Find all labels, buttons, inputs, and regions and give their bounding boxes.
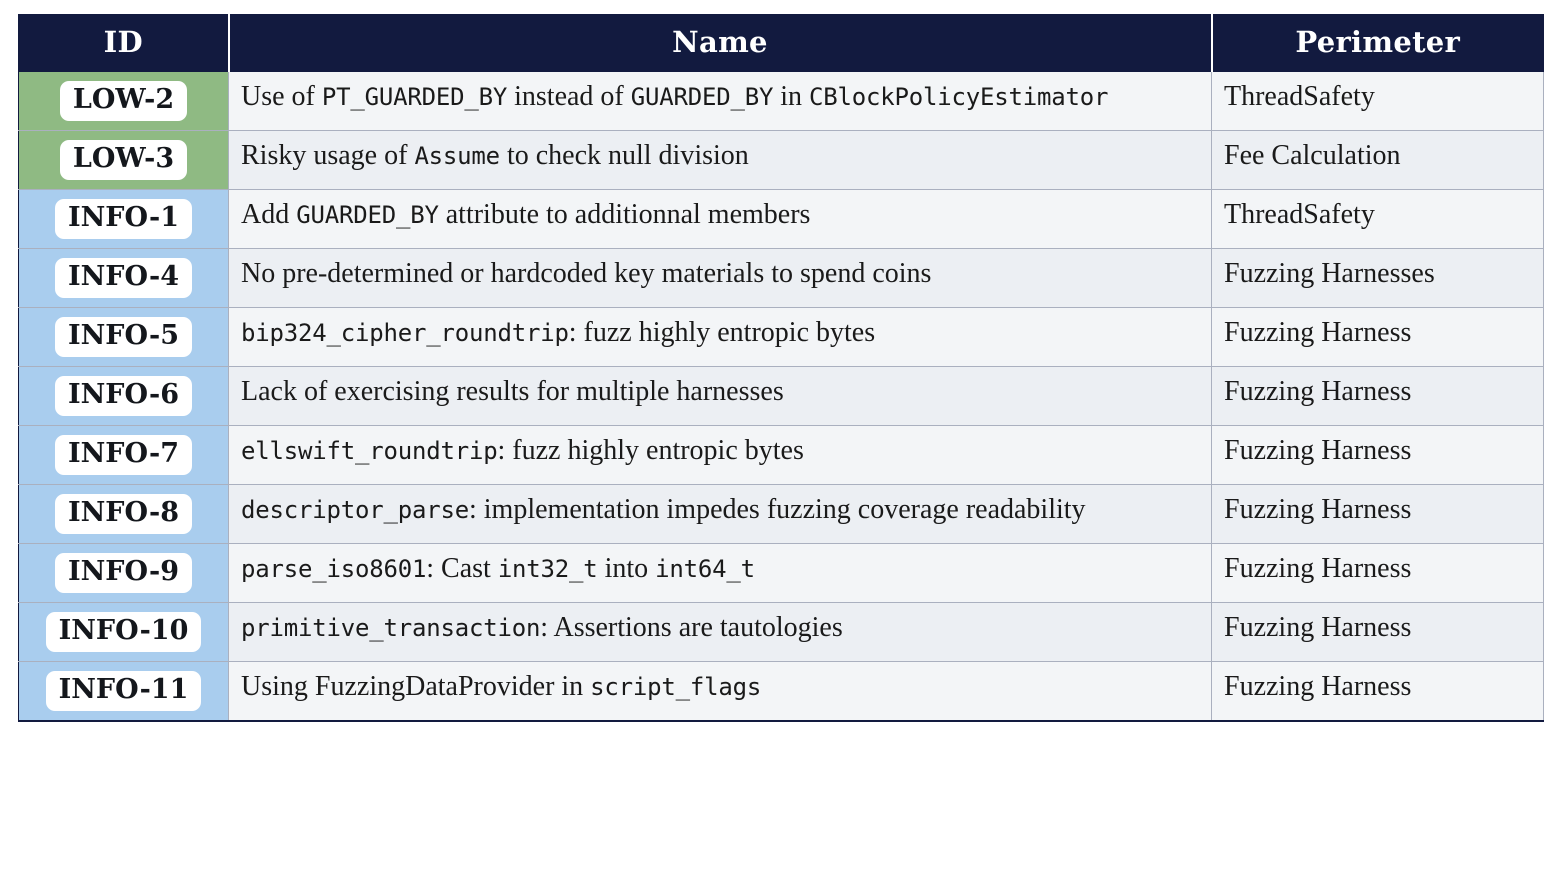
finding-perimeter-cell: Fuzzing Harness (1212, 603, 1544, 662)
finding-name-cell (229, 131, 1212, 190)
code-token: GUARDED_BY (630, 83, 774, 111)
severity-band (19, 131, 228, 189)
severity-band (19, 662, 228, 720)
finding-id-badge: INFO-9 (55, 553, 192, 592)
severity-band (19, 485, 228, 543)
finding-id-cell (19, 426, 229, 485)
code-token: ellswift_roundtrip (241, 437, 498, 465)
text-token: into (597, 553, 656, 584)
finding-id-cell (19, 662, 229, 722)
text-token: attribute to additionnal members (438, 199, 811, 230)
text-token: No pre-determined or hardcoded key materials to spend coins (241, 258, 932, 289)
table-row (19, 544, 1544, 603)
severity-band (19, 308, 228, 366)
text-token: Lack of exercising results for multiple harnesses (241, 376, 784, 407)
finding-id-badge: INFO-7 (55, 435, 192, 474)
finding-id-cell (19, 308, 229, 367)
finding-perimeter-cell: Fuzzing Harness (1212, 367, 1544, 426)
finding-perimeter-cell: Fuzzing Harness (1212, 308, 1544, 367)
table-row (19, 426, 1544, 485)
text-token: to check null division (499, 140, 749, 171)
finding-id-badge: INFO-10 (46, 612, 202, 651)
table-header (19, 15, 1544, 72)
finding-name-cell (229, 603, 1212, 662)
table-row (19, 249, 1544, 308)
code-token: GUARDED_BY (296, 201, 439, 229)
finding-id-badge: INFO-4 (55, 258, 192, 297)
code-token: primitive_transaction (241, 614, 541, 642)
finding-name-cell (229, 485, 1212, 544)
finding-name-cell (229, 190, 1212, 249)
severity-band (19, 72, 228, 130)
finding-perimeter-cell: Fuzzing Harness (1212, 544, 1544, 603)
finding-name-cell (229, 544, 1212, 603)
column-header-name: Name (229, 15, 1212, 72)
text-token: Use of (241, 81, 322, 112)
code-token: int64_t (655, 555, 755, 583)
finding-name-cell (229, 426, 1212, 485)
finding-id-badge: LOW-2 (60, 81, 187, 120)
findings-table (18, 14, 1544, 722)
text-token: : Assertions are tautologies (540, 612, 843, 643)
finding-name-cell (229, 662, 1212, 722)
table-body (19, 72, 1544, 722)
code-token: Assume (414, 142, 500, 170)
finding-perimeter-cell: ThreadSafety (1212, 72, 1544, 131)
table-row (19, 308, 1544, 367)
text-token: Add (241, 199, 297, 230)
text-token: in (773, 81, 810, 112)
finding-perimeter-cell: Fuzzing Harnesses (1212, 249, 1544, 308)
table-row (19, 485, 1544, 544)
finding-perimeter-cell: Fee Calculation (1212, 131, 1544, 190)
table-row (19, 131, 1544, 190)
finding-id-cell (19, 603, 229, 662)
code-token: parse_iso8601 (241, 555, 427, 583)
table-row (19, 72, 1544, 131)
finding-id-badge: INFO-11 (46, 671, 202, 710)
finding-id-cell (19, 72, 229, 131)
severity-band (19, 367, 228, 425)
finding-id-cell (19, 131, 229, 190)
table-row (19, 190, 1544, 249)
finding-name-cell (229, 249, 1212, 308)
finding-id-badge: INFO-1 (55, 199, 192, 238)
code-token: PT_GUARDED_BY (321, 83, 508, 111)
finding-id-cell (19, 544, 229, 603)
code-token: script_flags (590, 673, 762, 701)
text-token: : Cast (426, 553, 498, 584)
finding-id-cell (19, 190, 229, 249)
finding-perimeter-cell: ThreadSafety (1212, 190, 1544, 249)
code-token: int32_t (497, 555, 598, 583)
table-row (19, 367, 1544, 426)
text-token: Risky usage of (241, 140, 415, 171)
severity-band (19, 190, 228, 248)
column-header-id: ID (19, 15, 229, 72)
table-row (19, 662, 1544, 722)
table-row (19, 603, 1544, 662)
code-token: bip324_cipher_roundtrip (241, 319, 569, 347)
code-token: descriptor_parse (241, 496, 469, 524)
finding-id-badge: INFO-5 (55, 317, 192, 356)
text-token: instead of (507, 81, 631, 112)
finding-name-cell (229, 308, 1212, 367)
finding-id-badge: INFO-8 (55, 494, 192, 533)
code-token: CBlockPolicyEstimator (809, 83, 1109, 111)
severity-band (19, 426, 228, 484)
finding-id-badge: INFO-6 (55, 376, 192, 415)
severity-band (19, 249, 228, 307)
finding-id-badge: LOW-3 (60, 140, 187, 179)
severity-band (19, 544, 228, 602)
finding-perimeter-cell: Fuzzing Harness (1212, 485, 1544, 544)
table-header-row (19, 15, 1544, 72)
text-token: : fuzz highly entropic bytes (568, 317, 876, 348)
severity-band (19, 603, 228, 661)
finding-perimeter-cell: Fuzzing Harness (1212, 662, 1544, 722)
text-token: : implementation impedes fuzzing coverage readability (469, 494, 1086, 525)
finding-name-cell (229, 367, 1212, 426)
column-header-perimeter: Perimeter (1212, 15, 1544, 72)
finding-id-cell (19, 485, 229, 544)
text-token: Using FuzzingDataProvider in (241, 671, 591, 702)
finding-id-cell (19, 249, 229, 308)
finding-name-cell (229, 72, 1212, 131)
text-token: : fuzz highly entropic bytes (497, 435, 804, 466)
finding-perimeter-cell: Fuzzing Harness (1212, 426, 1544, 485)
finding-id-cell (19, 367, 229, 426)
